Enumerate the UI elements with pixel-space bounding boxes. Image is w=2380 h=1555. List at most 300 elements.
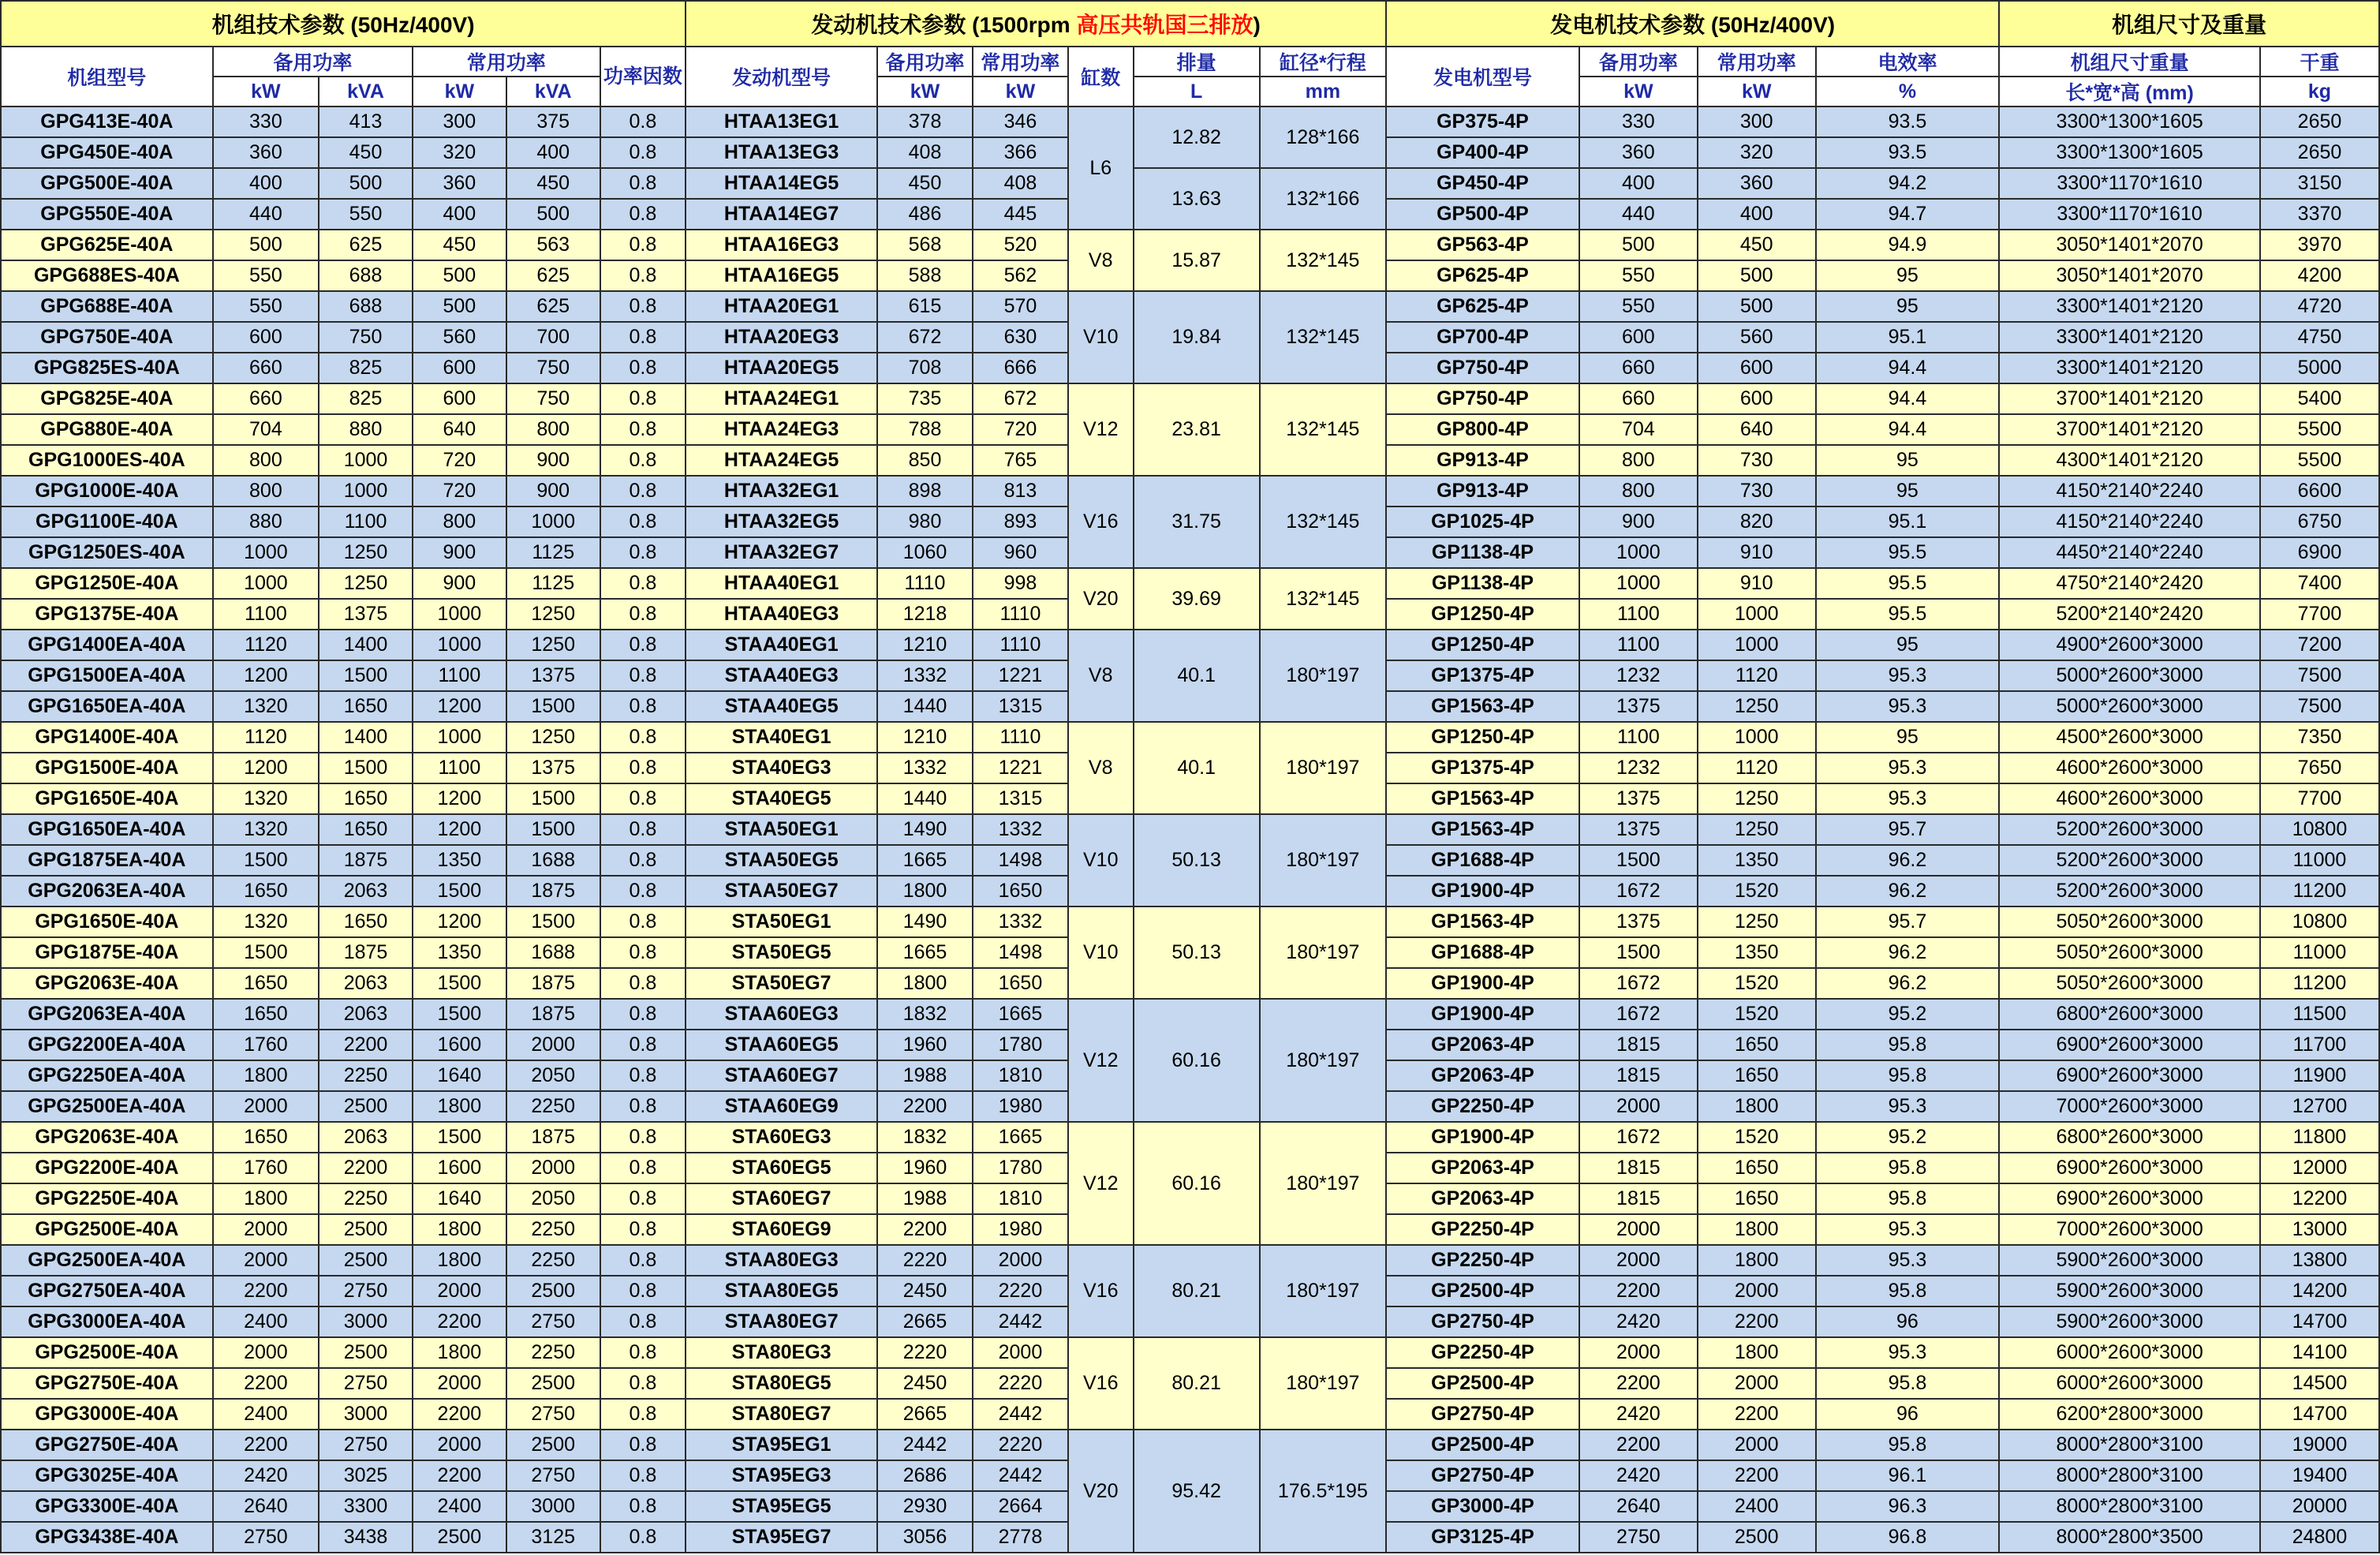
power-factor: 0.8 [600,445,686,476]
prime-kva: 2000 [506,1030,600,1060]
alt-standby-kw: 1232 [1579,660,1698,691]
standby-kw: 2640 [213,1491,319,1522]
alt-standby-kw: 550 [1579,260,1698,291]
prime-kva: 3125 [506,1522,600,1553]
alt-prime-kw: 2000 [1698,1430,1816,1460]
alt-prime-header: 常用功率 [1698,47,1816,77]
prime-kw: 1000 [413,630,506,660]
engine-standby-kw: 1800 [877,968,973,999]
prime-kw: 2500 [413,1522,506,1553]
alt-standby-kw: 600 [1579,322,1698,353]
alt-standby-kw: 1672 [1579,1122,1698,1153]
bore-stroke-header: 缸径*行程 [1260,47,1386,77]
dimensions: 3300*1401*2120 [1999,353,2260,383]
standby-kw: 600 [213,322,319,353]
efficiency: 93.5 [1816,137,2000,168]
dry-weight: 7400 [2260,568,2379,599]
standby-kw: 660 [213,353,319,383]
table-row [1,230,2379,260]
genset-model: GPG2500E-40A [1,1337,213,1368]
alternator-model: GP1900-4P [1386,876,1579,906]
efficiency: 95 [1816,722,2000,753]
standby-kw: 1650 [213,999,319,1030]
genset-model: GPG1875E-40A [1,937,213,968]
prime-kw: 1800 [413,1337,506,1368]
dimensions: 5000*2600*3000 [1999,691,2260,722]
alternator-model: GP913-4P [1386,476,1579,506]
table-row [1,168,2379,199]
alt-prime-kw: 2000 [1698,1276,1816,1306]
engine-prime-kw: 2778 [973,1522,1068,1553]
prime-kva: 900 [506,445,600,476]
table-row [1,722,2379,753]
bore-stroke: 128*166 [1260,107,1386,168]
engine-model: STAA50EG7 [686,876,877,906]
standby-kw: 2000 [213,1214,319,1245]
table-row [1,568,2379,599]
dimensions: 8000*2800*3500 [1999,1522,2260,1553]
standby-kva: 2500 [319,1091,413,1122]
standby-kw: 1100 [213,599,319,630]
efficiency: 95.5 [1816,568,2000,599]
standby-kva: 1500 [319,660,413,691]
engine-model: STAA80EG7 [686,1306,877,1337]
genset-model: GPG1500E-40A [1,753,213,783]
alternator-model: GP3125-4P [1386,1522,1579,1553]
standby-kva: 750 [319,322,413,353]
power-factor: 0.8 [600,753,686,783]
prime-kw: 1600 [413,1153,506,1183]
alternator-model: GP913-4P [1386,445,1579,476]
genset-model: GPG1000E-40A [1,476,213,506]
alt-prime-kw: 1800 [1698,1091,1816,1122]
alt-prime-kw: 1650 [1698,1060,1816,1091]
standby-kva: 2063 [319,1122,413,1153]
engine-prime-kw: 1498 [973,937,1068,968]
standby-kw: 1500 [213,937,319,968]
alt-standby-kw: 1815 [1579,1060,1698,1091]
engine-model: STAA40EG1 [686,630,877,660]
engine-prime-kw: 1110 [973,599,1068,630]
dry-weight: 6600 [2260,476,2379,506]
prime-kw: 1800 [413,1091,506,1122]
engine-header-emission: 高压共轨国三排放 [1076,13,1254,37]
standby-kva: 625 [319,230,413,260]
genset-model: GPG1000ES-40A [1,445,213,476]
engine-standby-kw: 2220 [877,1337,973,1368]
efficiency: 94.4 [1816,353,2000,383]
prime-power-header: 常用功率 [413,47,600,77]
engine-model: STAA40EG5 [686,691,877,722]
standby-kva: 3025 [319,1460,413,1491]
cylinders-header: 缸数 [1068,47,1134,107]
prime-kva: 1250 [506,722,600,753]
efficiency: 95.2 [1816,1122,2000,1153]
genset-model: GPG688ES-40A [1,260,213,291]
efficiency: 96.2 [1816,937,2000,968]
power-factor: 0.8 [600,383,686,414]
engine-prime-kw: 1498 [973,845,1068,876]
genset-model: GPG3300E-40A [1,1491,213,1522]
dimensions: 6900*2600*3000 [1999,1153,2260,1183]
standby-kva: 1000 [319,445,413,476]
prime-kva: 2500 [506,1276,600,1306]
alternator-model: GP375-4P [1386,107,1579,137]
prime-kva: 1375 [506,753,600,783]
genset-model: GPG1650E-40A [1,783,213,814]
engine-model: HTAA16EG5 [686,260,877,291]
alt-prime-kw: 360 [1698,168,1816,199]
power-factor: 0.8 [600,1214,686,1245]
prime-kw: 600 [413,383,506,414]
alt-prime-kw: 1250 [1698,691,1816,722]
alt-prime-kw: 1800 [1698,1245,1816,1276]
dry-weight: 4750 [2260,322,2379,353]
engine-standby-kw: 980 [877,506,973,537]
dimensions: 6900*2600*3000 [1999,1183,2260,1214]
engine-standby-kw: 1960 [877,1153,973,1183]
dry-weight: 11700 [2260,1030,2379,1060]
alt-standby-kw: 1500 [1579,937,1698,968]
engine-standby-kw: 2665 [877,1399,973,1430]
engine-prime-kw: 1980 [973,1214,1068,1245]
engine-prime-kw: 960 [973,537,1068,568]
prime-kw: 720 [413,445,506,476]
efficiency: 95.3 [1816,1091,2000,1122]
efficiency: 95.8 [1816,1030,2000,1060]
displacement-header: 排量 [1134,47,1260,77]
dry-weight: 7500 [2260,691,2379,722]
bore-stroke: 176.5*195 [1260,1430,1386,1553]
cylinders: V10 [1068,291,1134,383]
engine-standby-kw: 1988 [877,1183,973,1214]
engine-prime-header: 常用功率 [973,47,1068,77]
engine-model: HTAA20EG5 [686,353,877,383]
engine-model: STAA60EG7 [686,1060,877,1091]
standby-kw: 704 [213,414,319,445]
alt-standby-kw: 800 [1579,476,1698,506]
dimensions: 3300*1401*2120 [1999,322,2260,353]
dimensions: 6000*2600*3000 [1999,1368,2260,1399]
dry-weight: 7700 [2260,599,2379,630]
alternator-model: GP625-4P [1386,291,1579,322]
standby-kw: 1650 [213,1122,319,1153]
engine-model: HTAA32EG1 [686,476,877,506]
dimensions: 8000*2800*3100 [1999,1491,2260,1522]
engine-model: STA80EG5 [686,1368,877,1399]
alt-standby-kw: 1100 [1579,630,1698,660]
alternator-model: GP700-4P [1386,322,1579,353]
standby-kw: 1320 [213,783,319,814]
dry-weight: 4200 [2260,260,2379,291]
dimensions: 5200*2600*3000 [1999,845,2260,876]
alternator-model: GP1138-4P [1386,568,1579,599]
alt-prime-kw: 1120 [1698,660,1816,691]
dry-weight: 13000 [2260,1214,2379,1245]
prime-kw: 1200 [413,814,506,845]
efficiency: 95.8 [1816,1430,2000,1460]
power-factor: 0.8 [600,1460,686,1491]
engine-prime-kw: 2442 [973,1306,1068,1337]
bore-stroke: 180*197 [1260,906,1386,999]
dimensions: 6800*2600*3000 [1999,1122,2260,1153]
engine-standby-kw: 408 [877,137,973,168]
engine-standby-kw: 708 [877,353,973,383]
dimensions: 3700*1401*2120 [1999,414,2260,445]
engine-model: STA40EG1 [686,722,877,753]
engine-standby-kw: 850 [877,445,973,476]
alternator-model: GP750-4P [1386,353,1579,383]
engine-standby-kw: 1490 [877,814,973,845]
standby-kva: 1650 [319,783,413,814]
standby-kva: 1400 [319,722,413,753]
dry-weight: 11200 [2260,876,2379,906]
dry-weight: 11200 [2260,968,2379,999]
dry-weight: 3370 [2260,199,2379,230]
genset-model: GPG1100E-40A [1,506,213,537]
alternator-model: GP1688-4P [1386,845,1579,876]
prime-kva: 1875 [506,968,600,999]
dimensions: 5000*2600*3000 [1999,660,2260,691]
dry-weight: 7700 [2260,783,2379,814]
alt-standby-kw: 1672 [1579,968,1698,999]
efficiency: 95.1 [1816,506,2000,537]
engine-prime-kw: 1332 [973,814,1068,845]
genset-model: GPG1250ES-40A [1,537,213,568]
prime-kw: 320 [413,137,506,168]
standby-kva: 413 [319,107,413,137]
engine-model: STA95EG7 [686,1522,877,1553]
power-factor: 0.8 [600,1122,686,1153]
engine-prime-kw: 408 [973,168,1068,199]
genset-model: GPG880E-40A [1,414,213,445]
alt-standby-kw: 2200 [1579,1368,1698,1399]
alternator-model: GP1563-4P [1386,906,1579,937]
standby-kw: 2000 [213,1091,319,1122]
prime-kw: 2200 [413,1306,506,1337]
engine-standby-kw: 1060 [877,537,973,568]
alt-standby-kw: 1815 [1579,1183,1698,1214]
engine-prime-kw: 2442 [973,1460,1068,1491]
efficiency: 95.3 [1816,753,2000,783]
alternator-model: GP1138-4P [1386,537,1579,568]
alt-prime-kw: 1800 [1698,1337,1816,1368]
alt-standby-kw: 2000 [1579,1214,1698,1245]
alternator-model: GP2063-4P [1386,1183,1579,1214]
standby-kva: 688 [319,291,413,322]
dimensions: 7000*2600*3000 [1999,1214,2260,1245]
dry-weight: 5400 [2260,383,2379,414]
alt-prime-kw: 2000 [1698,1368,1816,1399]
engine-prime-kw: 1780 [973,1030,1068,1060]
displacement: 60.16 [1134,1122,1260,1245]
efficiency: 94.2 [1816,168,2000,199]
alternator-model: GP1250-4P [1386,630,1579,660]
dry-weight: 14700 [2260,1399,2379,1430]
alt-standby-kw: 2000 [1579,1091,1698,1122]
alternator-model: GP2063-4P [1386,1030,1579,1060]
efficiency: 95.3 [1816,1337,2000,1368]
alt-standby-kw: 1375 [1579,906,1698,937]
alt-standby-kw: 400 [1579,168,1698,199]
engine-standby-kw: 3056 [877,1522,973,1553]
dimensions: 6200*2800*3000 [1999,1399,2260,1430]
alt-prime-kw: 1000 [1698,630,1816,660]
engine-prime-kw: 1650 [973,876,1068,906]
alt-standby-kw: 2750 [1579,1522,1698,1553]
alternator-model: GP2750-4P [1386,1306,1579,1337]
standby-kva: 1500 [319,753,413,783]
standby-kva: 825 [319,353,413,383]
prime-kva: 1375 [506,660,600,691]
efficiency: 95 [1816,445,2000,476]
efficiency: 95.8 [1816,1183,2000,1214]
alternator-model: GP400-4P [1386,137,1579,168]
prime-kva: 2750 [506,1399,600,1430]
engine-standby-kw: 2686 [877,1460,973,1491]
prime-kw: 1800 [413,1245,506,1276]
table-row [1,999,2379,1030]
alt-standby-kw: 2420 [1579,1460,1698,1491]
efficiency: 96.2 [1816,845,2000,876]
prime-kw: 1100 [413,660,506,691]
efficiency: 96.2 [1816,876,2000,906]
table-row [1,383,2379,414]
prime-kva: 1000 [506,506,600,537]
power-factor: 0.8 [600,1306,686,1337]
engine-standby-kw: 1665 [877,845,973,876]
standby-kva: 2200 [319,1153,413,1183]
standby-kw: 2200 [213,1368,319,1399]
standby-kva: 2063 [319,876,413,906]
unit-kw: kW [1579,77,1698,107]
engine-model: HTAA32EG7 [686,537,877,568]
dry-weight: 11500 [2260,999,2379,1030]
engine-standby-kw: 2442 [877,1430,973,1460]
genset-model: GPG2200E-40A [1,1153,213,1183]
alt-prime-kw: 730 [1698,476,1816,506]
alternator-model: GP1250-4P [1386,599,1579,630]
bore-stroke: 180*197 [1260,630,1386,722]
dim-weight-header: 机组尺寸重量 [1999,47,2260,77]
engine-prime-kw: 1665 [973,999,1068,1030]
alt-standby-kw: 704 [1579,414,1698,445]
dimensions: 4900*2600*3000 [1999,630,2260,660]
standby-kva: 1650 [319,906,413,937]
prime-kva: 2250 [506,1245,600,1276]
efficiency: 95.3 [1816,1214,2000,1245]
engine-standby-kw: 735 [877,383,973,414]
alternator-model: GP2500-4P [1386,1276,1579,1306]
efficiency: 96.1 [1816,1460,2000,1491]
power-factor: 0.8 [600,107,686,137]
standby-kva: 2063 [319,968,413,999]
power-factor: 0.8 [600,783,686,814]
efficiency: 95.7 [1816,814,2000,845]
genset-model: GPG2500E-40A [1,1214,213,1245]
prime-kva: 1875 [506,1122,600,1153]
dry-weight: 12200 [2260,1183,2379,1214]
standby-kva: 1650 [319,691,413,722]
dry-weight: 19000 [2260,1430,2379,1460]
displacement: 40.1 [1134,630,1260,722]
engine-standby-kw: 1665 [877,937,973,968]
engine-model: HTAA40EG3 [686,599,877,630]
alt-prime-kw: 1350 [1698,845,1816,876]
alt-prime-kw: 1120 [1698,753,1816,783]
alternator-model: GP1900-4P [1386,999,1579,1030]
standby-kw: 550 [213,291,319,322]
prime-kva: 2250 [506,1091,600,1122]
engine-prime-kw: 1650 [973,968,1068,999]
displacement: 31.75 [1134,476,1260,568]
alt-standby-header: 备用功率 [1579,47,1698,77]
alternator-model: GP2250-4P [1386,1337,1579,1368]
engine-prime-kw: 346 [973,107,1068,137]
alternator-model: GP800-4P [1386,414,1579,445]
engine-prime-kw: 2664 [973,1491,1068,1522]
standby-kw: 440 [213,199,319,230]
engine-standby-kw: 1332 [877,660,973,691]
efficiency: 95.3 [1816,783,2000,814]
table-row [1,1122,2379,1153]
unit-kw: kW [877,77,973,107]
prime-kw: 1200 [413,783,506,814]
alternator-model: GP625-4P [1386,260,1579,291]
alt-standby-kw: 2200 [1579,1430,1698,1460]
engine-prime-kw: 2000 [973,1245,1068,1276]
unit-kw: kW [973,77,1068,107]
standby-kva: 1250 [319,568,413,599]
efficiency: 95 [1816,260,2000,291]
power-factor: 0.8 [600,1491,686,1522]
standby-kw: 1120 [213,630,319,660]
alternator-model: GP1375-4P [1386,660,1579,691]
engine-prime-kw: 562 [973,260,1068,291]
alt-prime-kw: 2200 [1698,1460,1816,1491]
engine-model: STAA60EG5 [686,1030,877,1060]
standby-kva: 3000 [319,1306,413,1337]
standby-kva: 2250 [319,1060,413,1091]
prime-kw: 2200 [413,1399,506,1430]
prime-kw: 500 [413,291,506,322]
alt-standby-kw: 800 [1579,445,1698,476]
genset-model: GPG2750E-40A [1,1368,213,1399]
dry-weight: 6750 [2260,506,2379,537]
engine-prime-kw: 1810 [973,1060,1068,1091]
engine-prime-kw: 2442 [973,1399,1068,1430]
prime-kva: 1250 [506,599,600,630]
engine-standby-kw: 2220 [877,1245,973,1276]
cylinders: V10 [1068,814,1134,906]
standby-kva: 1875 [319,845,413,876]
engine-standby-kw: 1332 [877,753,973,783]
power-factor: 0.8 [600,660,686,691]
prime-kw: 600 [413,353,506,383]
engine-model: HTAA14EG5 [686,168,877,199]
efficiency: 95.5 [1816,599,2000,630]
power-factor-header: 功率因数 [600,47,686,107]
prime-kva: 700 [506,322,600,353]
power-factor: 0.8 [600,476,686,506]
engine-model: STA50EG5 [686,937,877,968]
prime-kw: 400 [413,199,506,230]
alt-prime-kw: 600 [1698,383,1816,414]
alt-standby-kw: 1672 [1579,999,1698,1030]
genset-model: GPG1250E-40A [1,568,213,599]
unit-liter: L [1134,77,1260,107]
efficiency: 96.3 [1816,1491,2000,1522]
